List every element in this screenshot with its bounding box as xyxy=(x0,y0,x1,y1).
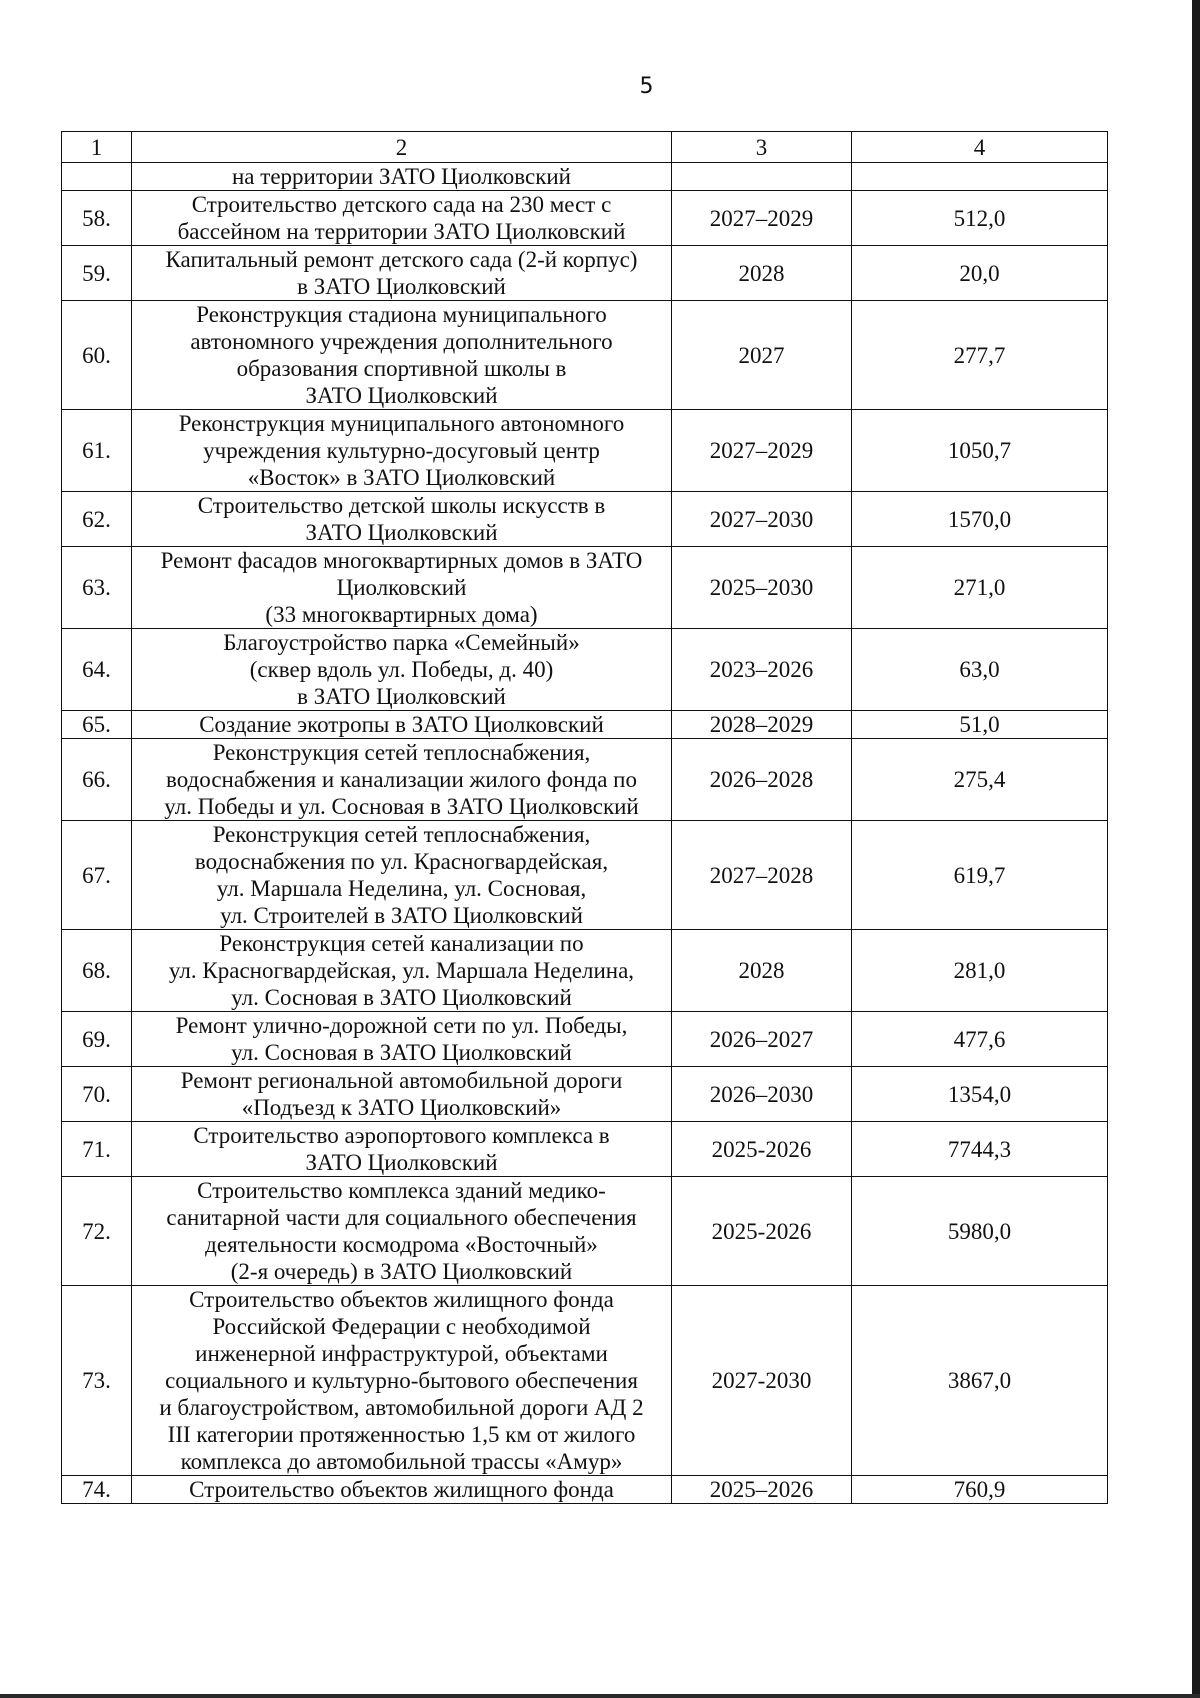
scan-edge-right xyxy=(1192,0,1200,1698)
description-line: ул. Сосновая в ЗАТО Циолковский xyxy=(231,1040,572,1065)
description-line: комплекса до автомобильной трассы «Амур» xyxy=(180,1449,623,1474)
header-col-3: 3 xyxy=(672,132,852,163)
row-period: 2025–2026 xyxy=(672,1476,852,1504)
description-line: Строительство детской школы искусств в xyxy=(197,493,606,518)
row-number: 69. xyxy=(62,1012,132,1067)
description-line: санитарной части для социального обеспечения xyxy=(166,1205,637,1230)
description-line: социального и культурно-бытового обеспечения xyxy=(165,1368,638,1393)
description-line: Циолковский xyxy=(336,575,467,600)
row-amount: 512,0 xyxy=(852,191,1108,246)
row-description xyxy=(132,1012,672,1067)
row-number: 67. xyxy=(62,821,132,930)
table-row xyxy=(62,246,1108,301)
row-number: 59. xyxy=(62,246,132,301)
row-period: 2028 xyxy=(672,246,852,301)
scan-edge-bottom xyxy=(0,1694,1200,1698)
description-line: Реконструкция стадиона муниципального xyxy=(196,302,607,327)
row-period: 2028 xyxy=(672,930,852,1012)
row-description xyxy=(132,1476,672,1504)
row-period: 2027–2028 xyxy=(672,821,852,930)
description-line: Капитальный ремонт детского сада (2-й корпус) xyxy=(165,247,638,272)
description-line: ул. Красногвардейская, ул. Маршала Неделина, xyxy=(168,958,635,983)
description-line: учреждения культурно-досуговый центр xyxy=(203,438,600,463)
row-description xyxy=(132,547,672,629)
row-period: 2025-2026 xyxy=(672,1122,852,1177)
table-row xyxy=(62,1177,1108,1286)
description-line: ЗАТО Циолковский xyxy=(305,383,498,408)
table-row xyxy=(62,739,1108,821)
description-line: (сквер вдоль ул. Победы, д. 40) xyxy=(249,657,554,682)
row-amount: 7744,3 xyxy=(852,1122,1108,1177)
description-line: Строительство комплекса зданий медико- xyxy=(197,1178,606,1203)
row-period: 2028–2029 xyxy=(672,711,852,739)
row-period: 2027–2029 xyxy=(672,410,852,492)
description-line: в ЗАТО Циолковский xyxy=(297,274,506,299)
row-period: 2023–2026 xyxy=(672,629,852,711)
header-col-2: 2 xyxy=(132,132,672,163)
table-row xyxy=(62,821,1108,930)
header-row xyxy=(62,132,1108,163)
row-amount: 760,9 xyxy=(852,1476,1108,1504)
row-number: 72. xyxy=(62,1177,132,1286)
row-description xyxy=(132,163,672,191)
row-number: 74. xyxy=(62,1476,132,1504)
table-row xyxy=(62,1286,1108,1476)
row-amount: 619,7 xyxy=(852,821,1108,930)
row-amount: 5980,0 xyxy=(852,1177,1108,1286)
table-row xyxy=(62,1476,1108,1504)
description-line: на территории ЗАТО Циолковский xyxy=(232,164,571,189)
table-row xyxy=(62,191,1108,246)
table-row xyxy=(62,1067,1108,1122)
header-col-1: 1 xyxy=(62,132,132,163)
description-line: ул. Победы и ул. Сосновая в ЗАТО Циолковский xyxy=(164,794,639,819)
row-description xyxy=(132,821,672,930)
row-amount: 3867,0 xyxy=(852,1286,1108,1476)
row-period: 2026–2027 xyxy=(672,1012,852,1067)
row-number: 65. xyxy=(62,711,132,739)
description-line: ЗАТО Циолковский xyxy=(305,520,498,545)
description-line: Создание экотропы в ЗАТО Циолковский xyxy=(199,712,604,737)
row-amount: 51,0 xyxy=(852,711,1108,739)
row-amount: 281,0 xyxy=(852,930,1108,1012)
table-row xyxy=(62,629,1108,711)
row-amount: 1354,0 xyxy=(852,1067,1108,1122)
description-line: Благоустройство парка «Семейный» xyxy=(223,630,580,655)
row-description xyxy=(132,1122,672,1177)
description-line: «Восток» в ЗАТО Циолковский xyxy=(247,465,556,490)
description-line: Строительство аэропортового комплекса в xyxy=(193,1123,610,1148)
row-period: 2025-2026 xyxy=(672,1177,852,1286)
row-number: 70. xyxy=(62,1067,132,1122)
row-period: 2027–2030 xyxy=(672,492,852,547)
row-description xyxy=(132,301,672,410)
row-amount: 477,6 xyxy=(852,1012,1108,1067)
row-description xyxy=(132,492,672,547)
row-amount: 1050,7 xyxy=(852,410,1108,492)
description-line: III категории протяженностью 1,5 км от жилого xyxy=(167,1422,636,1447)
description-line: (33 многоквартирных дома) xyxy=(265,602,538,627)
description-line: Реконструкция сетей канализации по xyxy=(219,931,584,956)
table-row xyxy=(62,410,1108,492)
row-period: 2026–2028 xyxy=(672,739,852,821)
continuation-row xyxy=(62,163,1108,191)
row-number: 73. xyxy=(62,1286,132,1476)
row-period xyxy=(672,163,852,191)
description-line: Российской Федерации с необходимой xyxy=(212,1314,591,1339)
row-number: 58. xyxy=(62,191,132,246)
description-line: в ЗАТО Циолковский xyxy=(297,684,506,709)
table-row xyxy=(62,301,1108,410)
row-period: 2026–2030 xyxy=(672,1067,852,1122)
row-number: 66. xyxy=(62,739,132,821)
row-description xyxy=(132,1286,672,1476)
table-row xyxy=(62,492,1108,547)
row-description xyxy=(132,1177,672,1286)
description-line: автономного учреждения дополнительного xyxy=(190,329,613,354)
description-line: Строительство детского сада на 230 мест с xyxy=(191,192,612,217)
row-period: 2027 xyxy=(672,301,852,410)
description-line: Реконструкция сетей теплоснабжения, xyxy=(212,822,591,847)
description-line: бассейном на территории ЗАТО Циолковский xyxy=(177,219,626,244)
description-line: ул. Строителей в ЗАТО Циолковский xyxy=(220,903,583,928)
description-line: Реконструкция сетей теплоснабжения, xyxy=(212,740,591,765)
row-number: 63. xyxy=(62,547,132,629)
description-line: Ремонт региональной автомобильной дороги xyxy=(180,1068,623,1093)
row-description xyxy=(132,711,672,739)
program-table xyxy=(61,131,1108,1504)
row-period: 2025–2030 xyxy=(672,547,852,629)
description-line: инженерной инфраструктурой, объектами xyxy=(195,1341,608,1366)
description-line: и благоустройством, автомобильной дороги АД 2 xyxy=(159,1395,644,1420)
table-row xyxy=(62,930,1108,1012)
description-line: Строительство объектов жилищного фонда xyxy=(189,1477,614,1502)
table-row xyxy=(62,711,1108,739)
description-line: «Подъезд к ЗАТО Циолковский» xyxy=(241,1095,562,1120)
description-line: Ремонт фасадов многоквартирных домов в ЗАТО xyxy=(160,548,643,573)
table-row xyxy=(62,547,1108,629)
row-number: 61. xyxy=(62,410,132,492)
row-period: 2027-2030 xyxy=(672,1286,852,1476)
description-line: (2-я очередь) в ЗАТО Циолковский xyxy=(230,1259,573,1284)
row-amount: 271,0 xyxy=(852,547,1108,629)
page-number: 5 xyxy=(639,74,654,99)
description-line: Ремонт улично-дорожной сети по ул. Победы, xyxy=(175,1013,628,1038)
table-row xyxy=(62,1012,1108,1067)
row-amount: 63,0 xyxy=(852,629,1108,711)
row-description xyxy=(132,930,672,1012)
description-line: ул. Сосновая в ЗАТО Циолковский xyxy=(231,985,572,1010)
row-amount xyxy=(852,163,1108,191)
header-col-4: 4 xyxy=(852,132,1108,163)
row-number: 68. xyxy=(62,930,132,1012)
description-line: Реконструкция муниципального автономного xyxy=(178,411,625,436)
row-number: 62. xyxy=(62,492,132,547)
description-line: ул. Маршала Неделина, ул. Сосновая, xyxy=(216,876,587,901)
row-description xyxy=(132,629,672,711)
table-body xyxy=(62,163,1108,1504)
row-period: 2027–2029 xyxy=(672,191,852,246)
row-amount: 1570,0 xyxy=(852,492,1108,547)
row-description xyxy=(132,739,672,821)
row-number xyxy=(62,163,132,191)
description-line: Строительство объектов жилищного фонда xyxy=(189,1287,614,1312)
row-number: 64. xyxy=(62,629,132,711)
table-row xyxy=(62,1122,1108,1177)
description-line: водоснабжения и канализации жилого фонда по xyxy=(166,767,637,792)
row-number: 71. xyxy=(62,1122,132,1177)
row-amount: 275,4 xyxy=(852,739,1108,821)
description-line: образования спортивной школы в xyxy=(236,356,567,381)
description-line: водоснабжения по ул. Красногвардейская, xyxy=(194,849,609,874)
row-amount: 277,7 xyxy=(852,301,1108,410)
description-line: ЗАТО Циолковский xyxy=(305,1150,498,1175)
row-number: 60. xyxy=(62,301,132,410)
row-description xyxy=(132,246,672,301)
row-description xyxy=(132,191,672,246)
row-description xyxy=(132,410,672,492)
row-description xyxy=(132,1067,672,1122)
row-amount: 20,0 xyxy=(852,246,1108,301)
description-line: деятельности космодрома «Восточный» xyxy=(205,1232,598,1257)
